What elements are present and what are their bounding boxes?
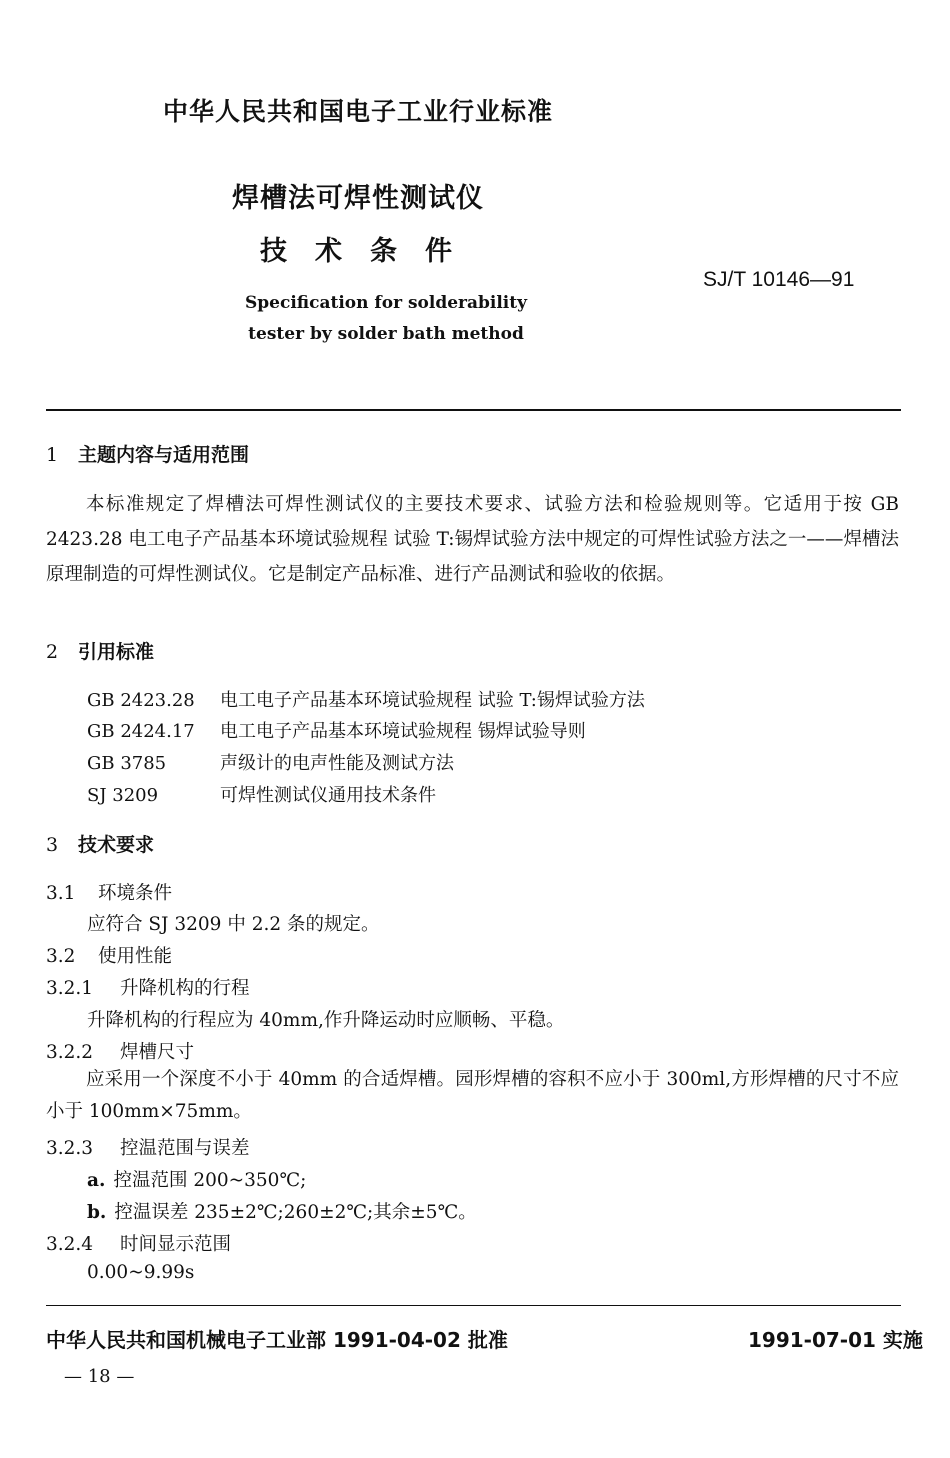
- section-2-heading: [46, 637, 154, 664]
- reference-title: 声级计的电声性能及测试方法: [220, 753, 454, 774]
- subsection-3-2-2-text: 应采用一个深度不小于 40mm 的合适焊槽。园形焊槽的容积不应小于 300ml,方形焊槽的尺寸不应小于 100mm×75mm。: [46, 1069, 899, 1122]
- subsection-3-2-3-heading: [46, 1134, 250, 1160]
- english-title-line-1: Specification for solderability: [244, 293, 527, 313]
- list-item: [87, 1166, 306, 1192]
- subsection-number: 3.1: [46, 883, 76, 904]
- section-title: 主题内容与适用范围: [78, 444, 250, 466]
- section-number: 3: [46, 834, 59, 856]
- subsection-number: 3.2.3: [46, 1138, 94, 1159]
- subsection-3-2-1-text: 升降机构的行程应为 40mm,作升降运动时应顺畅、平稳。: [87, 1010, 565, 1031]
- reference-item: [87, 749, 454, 775]
- subsection-title: 升降机构的行程: [120, 978, 250, 999]
- reference-code: GB 2424.17: [87, 721, 195, 742]
- page-number: — 18 —: [64, 1366, 135, 1387]
- subsection-number: 3.2.4: [46, 1234, 94, 1255]
- subsection-title: 焊槽尺寸: [120, 1042, 195, 1063]
- subsection-title: 时间显示范围: [120, 1234, 232, 1255]
- subsection-3-2-2-heading: [46, 1038, 194, 1064]
- subsection-3-2-4-text: 0.00~9.99s: [87, 1262, 195, 1283]
- reference-item: [87, 686, 645, 712]
- reference-item: [87, 781, 436, 807]
- english-title-line-2: tester by solder bath method: [248, 324, 524, 344]
- section-1-heading: [46, 440, 249, 467]
- document-subtitle: 技术条件: [260, 236, 480, 267]
- approval-statement: 中华人民共和国机械电子工业部 1991-04-02 批准: [46, 1328, 508, 1352]
- footer-divider: [46, 1305, 901, 1306]
- list-item: [87, 1198, 477, 1224]
- reference-code: GB 3785: [87, 753, 167, 774]
- subsection-3-1-heading: [46, 879, 172, 905]
- subsection-title: 使用性能: [98, 946, 173, 967]
- document-title: 焊槽法可焊性测试仪: [232, 183, 484, 214]
- reference-title: 电工电子产品基本环境试验规程 锡焊试验导则: [220, 721, 586, 742]
- standard-number: SJ/T 10146—91: [703, 268, 855, 291]
- subsection-number: 3.2: [46, 946, 76, 967]
- list-item-text: 控温范围 200~350℃;: [113, 1170, 307, 1191]
- section-number: 2: [46, 641, 59, 663]
- reference-title: 电工电子产品基本环境试验规程 试验 T:锡焊试验方法: [220, 690, 645, 711]
- subsection-number: 3.2.2: [46, 1042, 94, 1063]
- subsection-title: 环境条件: [98, 883, 173, 904]
- list-item-label: b.: [87, 1202, 107, 1223]
- subsection-3-1-text: 应符合 SJ 3209 中 2.2 条的规定。: [87, 914, 380, 935]
- section-title: 引用标准: [78, 641, 155, 663]
- section-title: 技术要求: [78, 834, 155, 856]
- reference-title: 可焊性测试仪通用技术条件: [220, 785, 436, 806]
- section-number: 1: [46, 444, 59, 466]
- subsection-3-2-4-heading: [46, 1230, 231, 1256]
- subsection-3-2-heading: [46, 942, 172, 968]
- subsection-3-2-1-heading: [46, 974, 250, 1000]
- subsection-title: 控温范围与误差: [120, 1138, 250, 1159]
- english-title: [236, 288, 536, 350]
- reference-code: SJ 3209: [87, 785, 159, 806]
- section-3-heading: [46, 830, 154, 857]
- list-item-label: a.: [87, 1170, 106, 1191]
- reference-item: [87, 717, 586, 743]
- reference-code: GB 2423.28: [87, 690, 195, 711]
- list-item-text: 控温误差 235±2℃;260±2℃;其余±5℃。: [114, 1202, 477, 1223]
- header-divider: [46, 409, 901, 411]
- issuing-org-header: 中华人民共和国电子工业行业标准: [163, 97, 554, 126]
- implementation-date: 1991-07-01 实施: [748, 1328, 923, 1352]
- section-1-paragraph: 本标准规定了焊槽法可焊性测试仪的主要技术要求、试验方法和检验规则等。它适用于按 GB 2423.28 电工电子产品基本环境试验规程 试验 T:锡焊试验方法中规定的可焊性试验方法之一——焊槽法原理制造的可焊性测试仪。它是制定产品标准、进行产品测试和验收的依据。: [46, 494, 899, 585]
- subsection-number: 3.2.1: [46, 978, 94, 999]
